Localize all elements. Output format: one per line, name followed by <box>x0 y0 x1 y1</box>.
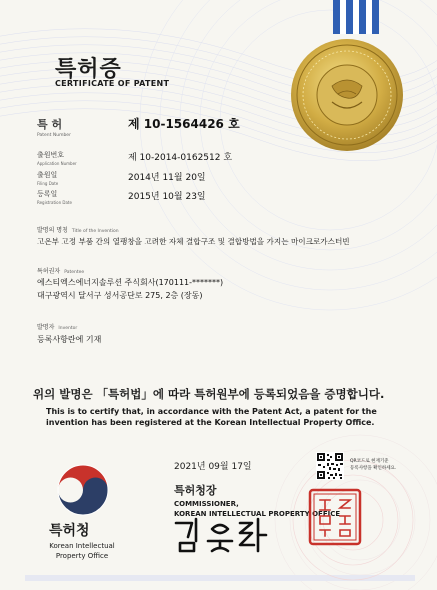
ribbon-stripe <box>366 0 373 34</box>
inventor-label <box>37 322 77 331</box>
commissioner-title-en-line2: KOREAN INTELLECTUAL PROPERTY OFFICE <box>174 510 341 518</box>
patent-number-label <box>37 116 71 138</box>
registration-date-label-ko: 등록일 <box>37 190 58 198</box>
ribbon-stripe <box>359 0 366 34</box>
certificate-subtitle: CERTIFICATE OF PATENT <box>55 79 170 88</box>
inventor-label-ko: 발명자 <box>37 324 55 331</box>
application-number-value: 제 10-2014-0162512 호 <box>128 153 233 163</box>
signature <box>170 515 270 555</box>
patentee-label-en: Patentee <box>64 270 85 275</box>
ribbon-stripe <box>353 0 360 34</box>
invention-title: 고온부 고정 부품 간의 열팽창을 고려한 자체 결합구조 및 결합방법을 가지는 마이크로가스터빈 <box>37 237 350 246</box>
invention-label-ko: 발명의 명칭 <box>37 227 68 234</box>
invention-label-en: Title of the Invention <box>71 229 119 234</box>
ribbon-stripe <box>346 0 353 34</box>
ribbon-stripe <box>333 0 340 34</box>
patentee-name: 에스티엑스에너지솔루션 주식회사(170111-*******) <box>37 278 224 287</box>
ribbon-stripe <box>340 0 347 34</box>
filing-date-label-ko: 출원일 <box>37 171 58 179</box>
application-number-label-en: Application Number <box>37 161 77 166</box>
gold-seal-icon <box>288 36 406 154</box>
patentee-address: 대구광역시 달서구 성서공단로 275, 2층 (장동) <box>37 291 203 300</box>
official-stamp-icon <box>308 488 362 546</box>
filing-date-label-en: Filing Date <box>37 181 59 186</box>
office-name-ko: 특허청 <box>49 523 90 539</box>
certification-statement-ko: 위의 발명은 「특허법」에 따라 특허원부에 등록되었음을 증명합니다. <box>33 387 385 401</box>
inventor-value: 등록사항란에 기재 <box>37 335 102 344</box>
office-name-en-line2: Property Office <box>55 552 109 560</box>
patentee-label <box>37 266 84 275</box>
qr-code-icon[interactable] <box>316 452 344 480</box>
commissioner-title-ko: 특허청장 <box>174 484 217 497</box>
filing-date-value: 2014년 11월 20일 <box>128 173 206 183</box>
filing-date-label <box>37 170 58 186</box>
commissioner-title-en-line1: COMMISSIONER, <box>174 500 239 508</box>
certification-statement-en: This is to certify that, in accordance with the Patent Act, a patent for the invention has been registered at the Korean Intellectual Property Office. <box>46 407 377 427</box>
office-name-en-line1: Korean Intellectual <box>49 542 115 550</box>
qr-note-line2: 등록사항을 확인하세요. <box>350 466 397 471</box>
qr-note-line1: QR코드로 현재기준 <box>350 459 389 464</box>
inventor-label-en: Inventor <box>58 326 78 331</box>
registration-date-label-en: Registration Date <box>37 200 72 205</box>
patent-number-label-ko: 특 허 <box>37 118 63 131</box>
qr-note <box>350 458 396 472</box>
registration-date-label <box>37 189 72 205</box>
office-name-en <box>46 541 118 561</box>
kipo-logo-icon <box>54 461 112 519</box>
application-number-label-ko: 출원번호 <box>37 151 65 159</box>
patent-number-label-en: Patent Number <box>37 133 71 138</box>
certificate-title: 특허증 <box>55 57 122 82</box>
ribbon <box>333 0 379 34</box>
patent-number-value: 제 10-1564426 호 <box>128 117 240 131</box>
patentee-label-ko: 특허권자 <box>37 268 61 275</box>
ribbon-stripe <box>372 0 379 34</box>
issue-date: 2021년 09월 17일 <box>174 462 252 472</box>
registration-date-value: 2015년 10월 23일 <box>128 192 206 202</box>
application-number-label <box>37 150 77 166</box>
invention-label <box>37 225 119 234</box>
